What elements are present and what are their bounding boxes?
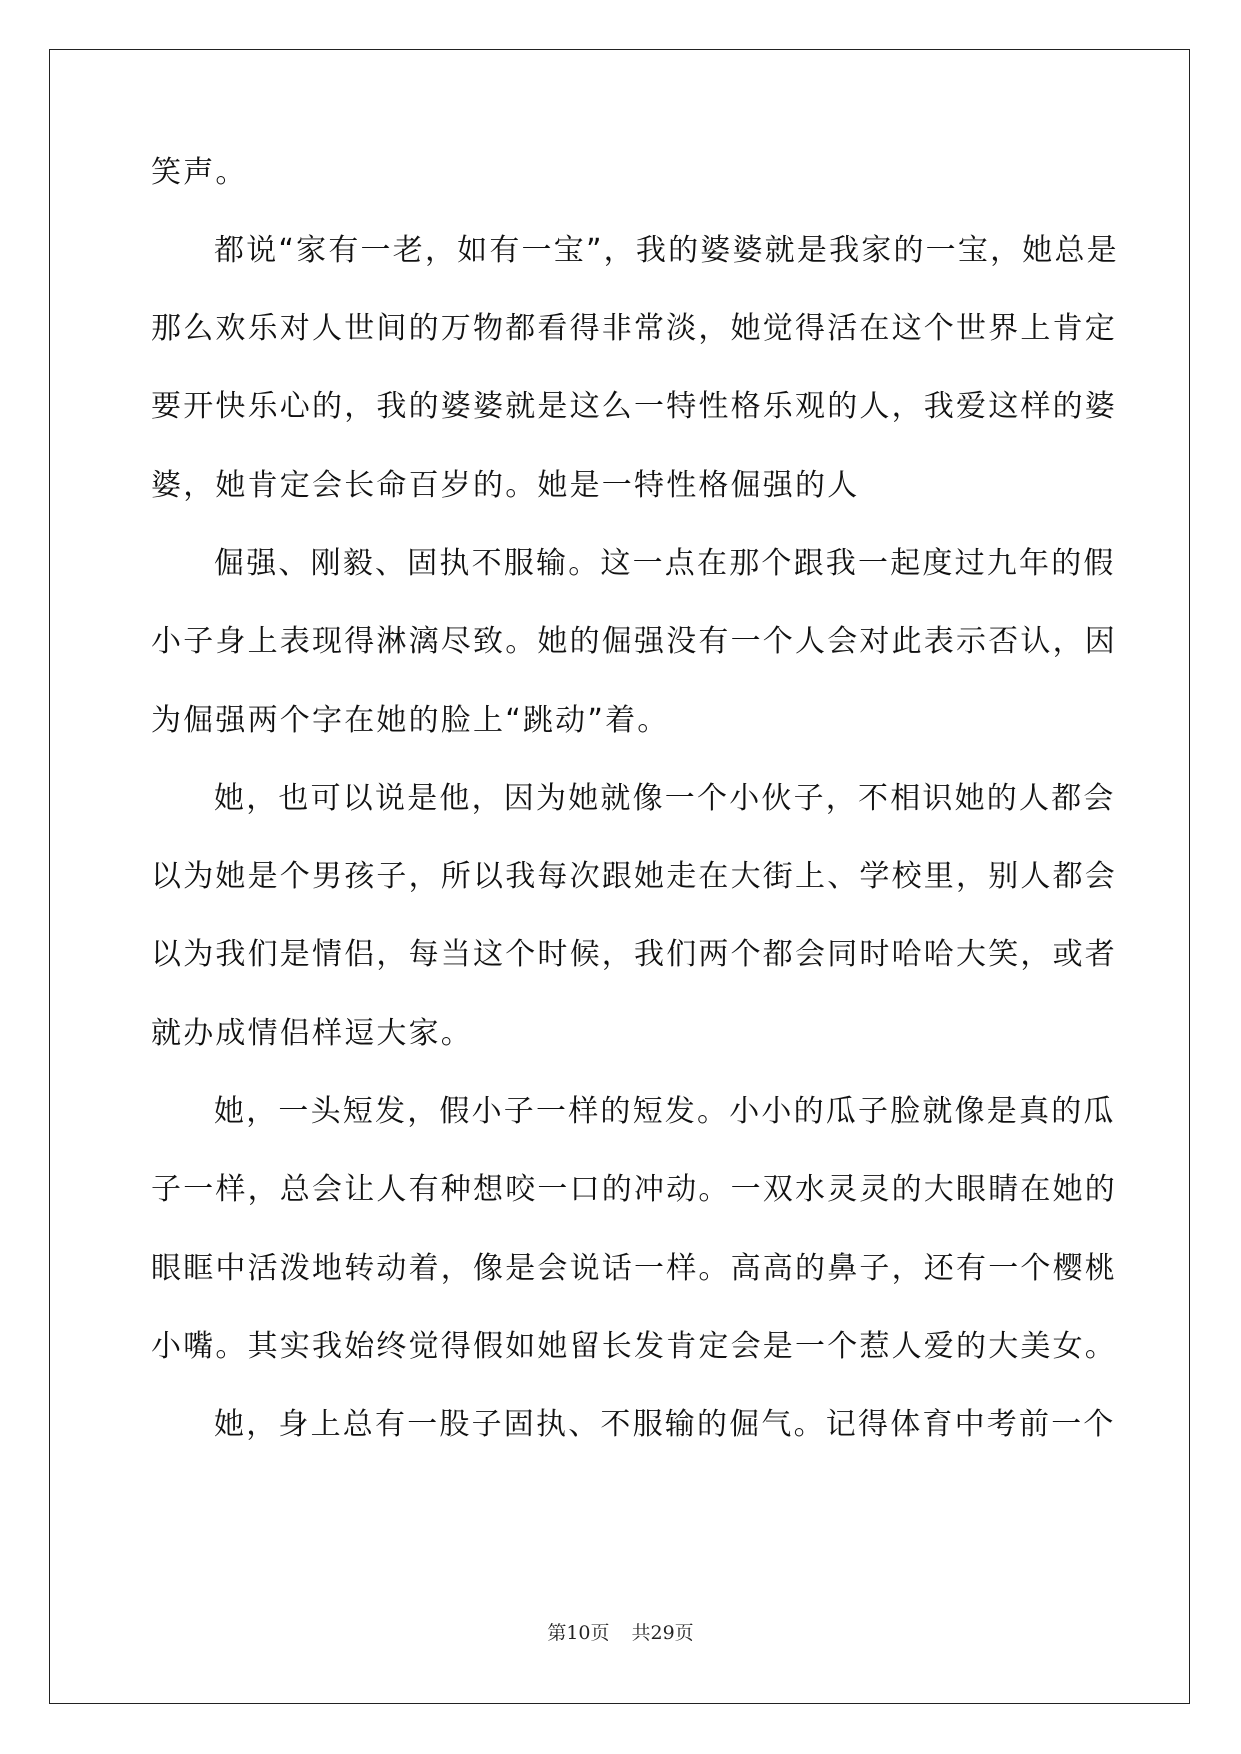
text-line: 子一样，总会让人有种想咬一口的冲动。一双水灵灵的大眼睛在她的 — [151, 1172, 1117, 1207]
text-line: 那么欢乐对人世间的万物都看得非常淡，她觉得活在这个世界上肯定 — [151, 311, 1117, 346]
text-line: 笑声。 — [151, 155, 248, 190]
total-pages: 共29页 — [631, 1622, 694, 1644]
text-line: 要开快乐心的，我的婆婆就是这么一特性格乐观的人，我爱这样的婆 — [151, 389, 1117, 424]
text-line: 以为她是个男孩子，所以我每次跟她走在大街上、学校里，别人都会 — [151, 859, 1117, 894]
paragraph-start-line: 她，身上总有一股子固执、不服输的倔气。记得体育中考前一个 — [214, 1407, 1116, 1442]
text-line: 眼眶中活泼地转动着，像是会说话一样。高高的鼻子，还有一个樱桃 — [151, 1251, 1117, 1286]
paragraph-start-line: 都说“家有一老，如有一宝”，我的婆婆就是我家的一宝，她总是 — [214, 233, 1119, 268]
text-line: 小嘴。其实我始终觉得假如她留长发肯定会是一个惹人爱的大美女。 — [151, 1329, 1117, 1364]
paragraph-start-line: 她，一头短发，假小子一样的短发。小小的瓜子脸就像是真的瓜 — [214, 1094, 1116, 1129]
text-line: 小子身上表现得淋漓尽致。她的倔强没有一个人会对此表示否认，因 — [151, 624, 1117, 659]
text-line: 以为我们是情侣，每当这个时候，我们两个都会同时哈哈大笑，或者 — [151, 937, 1117, 972]
page-number: 第10页 — [547, 1622, 610, 1644]
paragraph-start-line: 倔强、刚毅、固执不服输。这一点在那个跟我一起度过九年的假 — [214, 546, 1116, 581]
paragraph-start-line: 她，也可以说是他，因为她就像一个小伙子，不相识她的人都会 — [214, 781, 1116, 816]
page-footer — [0, 1618, 1241, 1645]
text-line: 为倔强两个字在她的脸上“跳动”着。 — [151, 703, 670, 738]
text-line: 就办成情侣样逗大家。 — [151, 1016, 473, 1051]
text-line: 婆，她肯定会长命百岁的。她是一特性格倔强的人 — [151, 468, 860, 503]
